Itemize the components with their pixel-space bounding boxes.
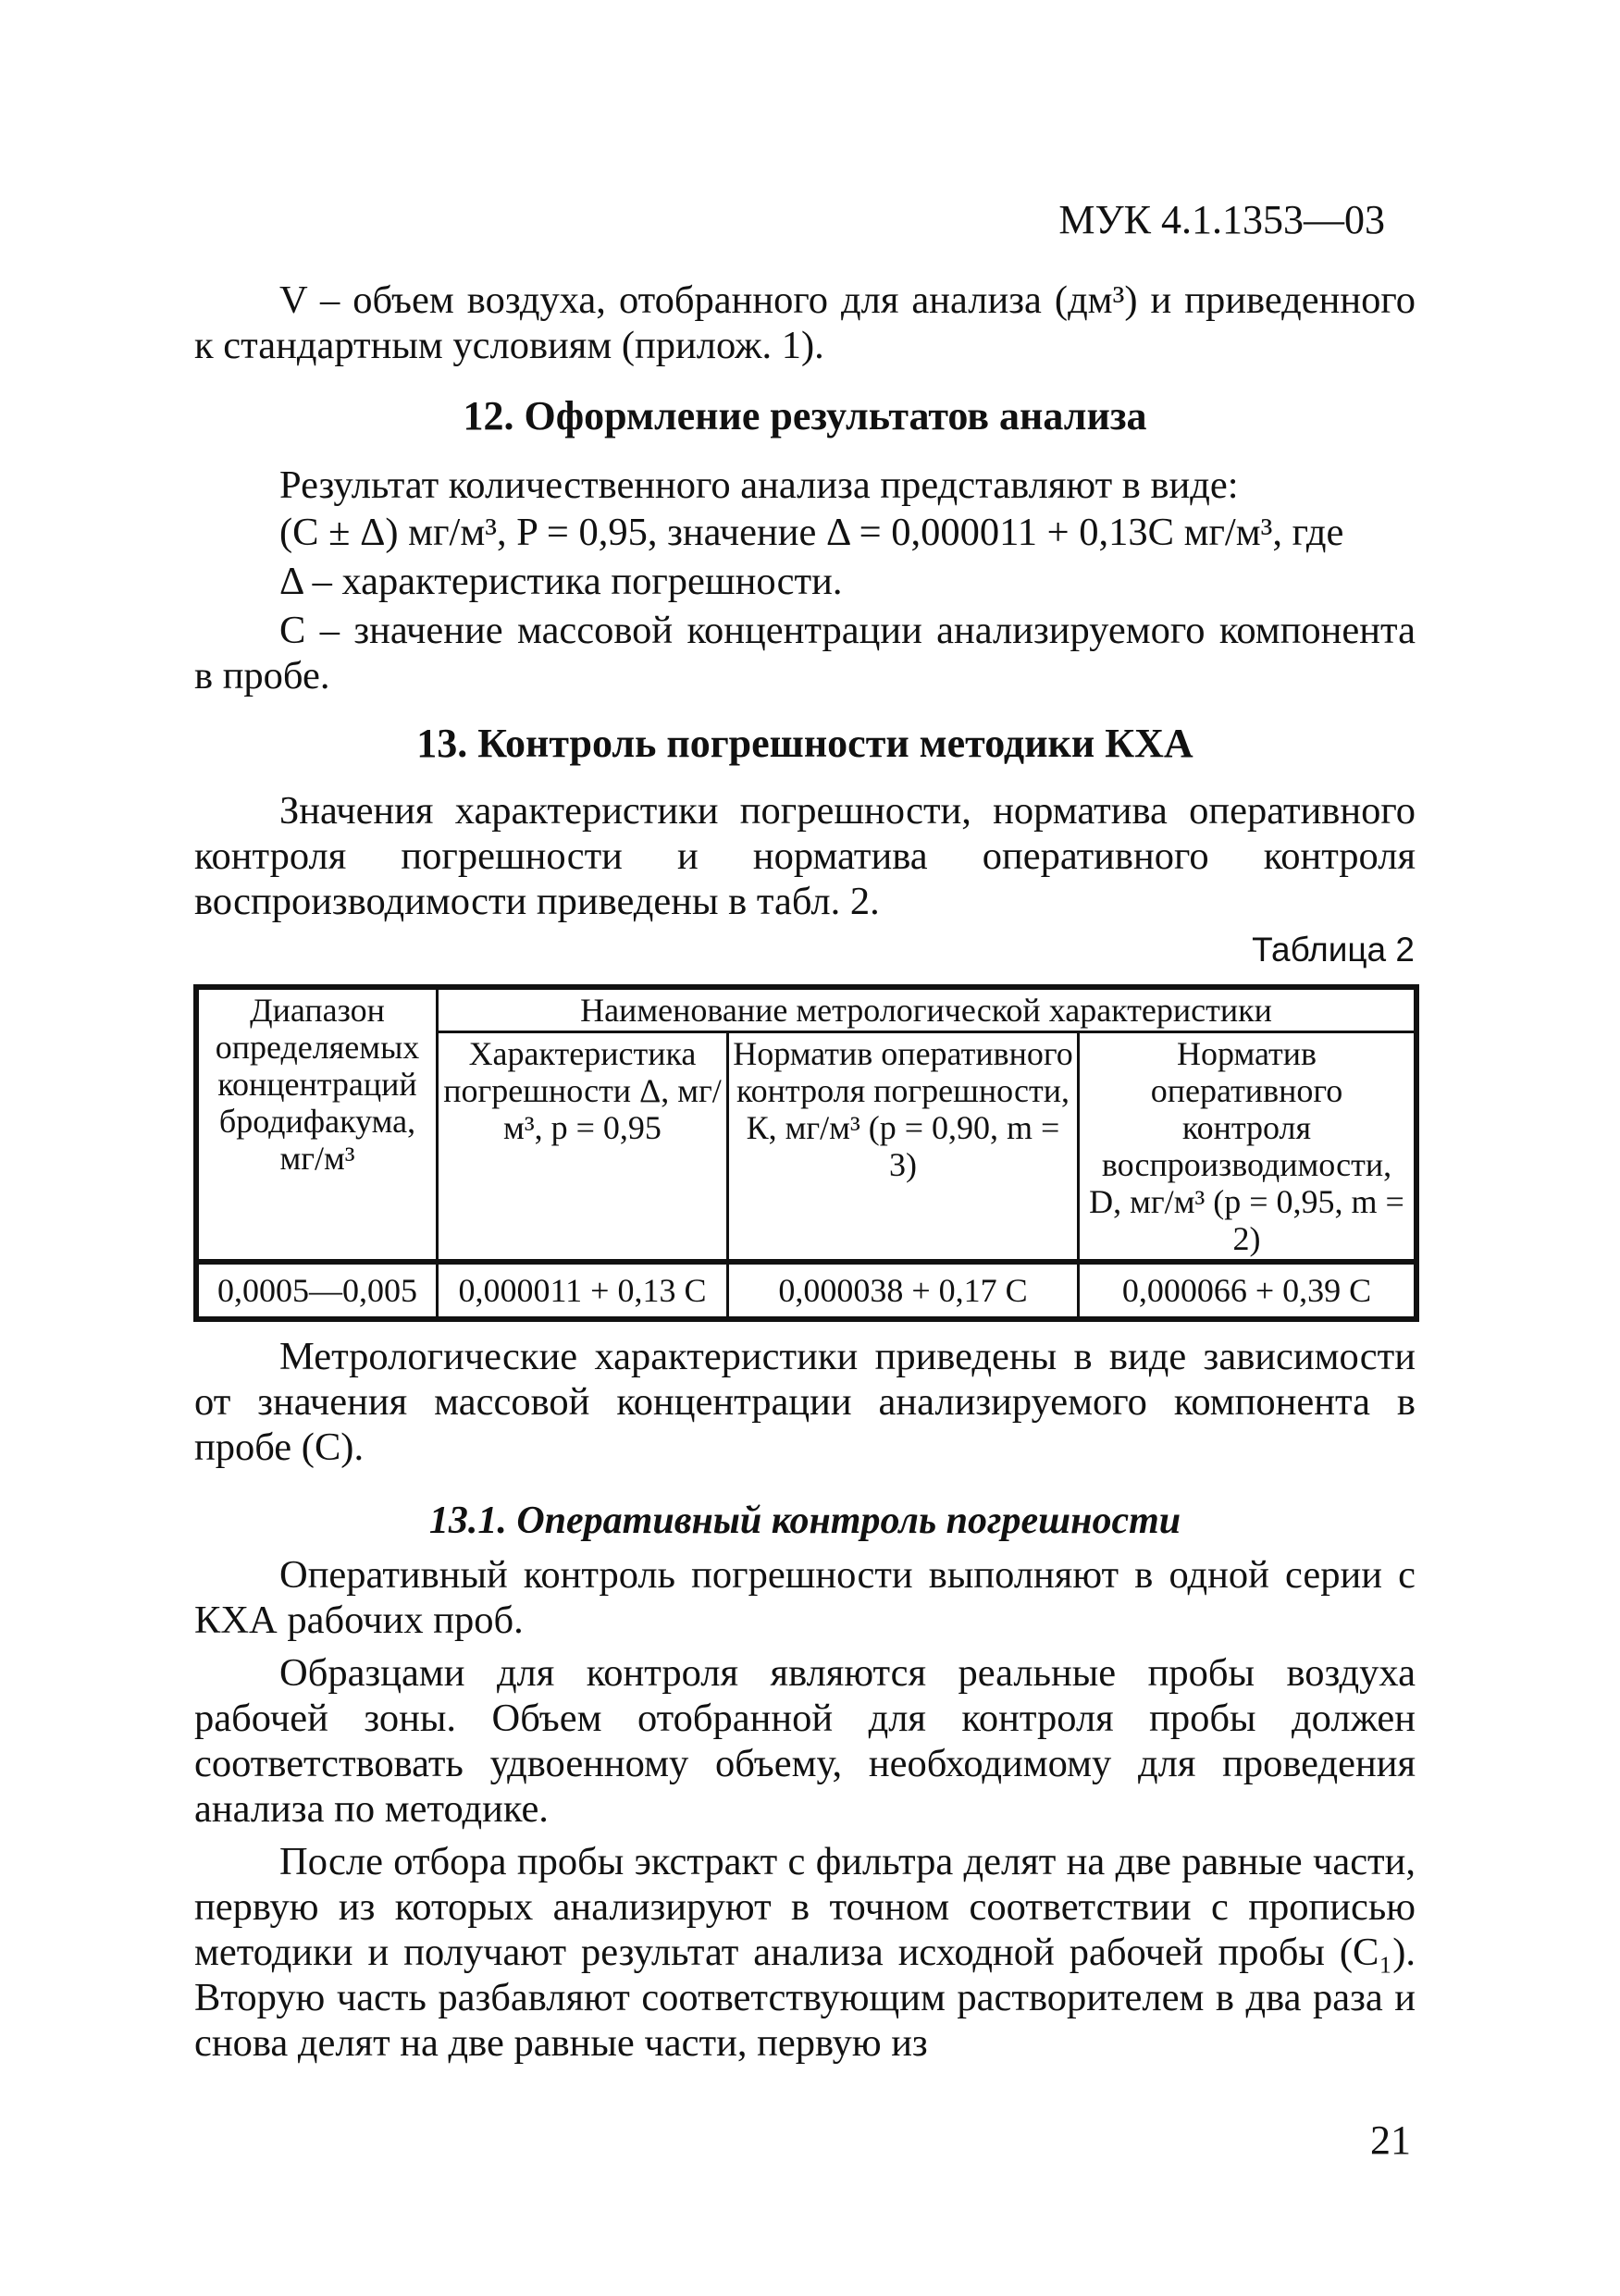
paragraph-1: Оперативный контроль погрешности выполняют в одной серии с КХА рабочих проб. <box>194 1553 1416 1642</box>
section-12-heading: 12. Оформление результатов анализа <box>463 393 1147 438</box>
cell-range: 0,0005—0,005 <box>196 1262 438 1319</box>
table-caption: Таблица 2 <box>1252 931 1415 969</box>
section-13-heading: 13. Контроль погрешности методики КХА <box>416 721 1193 766</box>
result-form-line: Результат количественного анализа представляют в виде: <box>279 463 1239 507</box>
col-delta-header: Характеристика погрешности Δ, мг/м³, р = 0,95 <box>438 1032 728 1263</box>
result-formula-line: (C ± Δ) мг/м³, P = 0,95, значение Δ = 0,000011 + 0,13C мг/м³, где <box>279 511 1344 554</box>
paragraph-volume-definition <box>194 278 1416 368</box>
group-header: Наименование метрологической характеристики <box>438 987 1417 1032</box>
col-k-header: Норматив оперативного контроля погрешности, К, мг/м³ (р = 0,90, m = 3) <box>728 1032 1079 1263</box>
cell-d: 0,000066 + 0,39 C <box>1079 1262 1417 1319</box>
c-definition: C – значение массовой концентрации анализируемого компонента в пробе. <box>194 609 1416 697</box>
section-13-1-body <box>194 1552 1416 2066</box>
section-12-body <box>194 463 1416 698</box>
paragraph-text: Метрологические характеристики приведены в виде зависимости от значения массовой концентрации анализируемого компонента в пробе (C). <box>194 1335 1416 1469</box>
paragraph-text: Значения характеристики погрешности, норматива оперативного контроля погрешности и норматива оперативного контроля воспроизводимости приведены в табл. 2. <box>194 789 1416 923</box>
col-range-header: Диапазон определяемых концентраций бродифакума, мг/м³ <box>196 987 438 1262</box>
document-code: МУК 4.1.1353—03 <box>1058 197 1385 242</box>
section-13-intro <box>194 788 1416 924</box>
cell-k: 0,000038 + 0,17 C <box>728 1262 1079 1319</box>
section-13-1-heading: 13.1. Оперативный контроль погрешности <box>428 1500 1181 1542</box>
paragraph-text: V – объем воздуха, отобранного для анализа (дм³) и приведенного к стандартным условиям (прилож. 1). <box>194 278 1416 367</box>
cell-delta: 0,000011 + 0,13 C <box>438 1262 728 1319</box>
delta-definition: Δ – характеристика погрешности. <box>279 560 843 603</box>
paragraph-3: После отбора пробы экстракт с фильтра делят на две равные части, первую из которых анализируют в точном соответствии с прописью методики и получают результат анализа исходной рабочей пробы (C₁). Вторую часть разбавляют соответствующим растворителем в два раза и снова делят на две равные части, первую из <box>194 1840 1416 2065</box>
page-number: 21 <box>1370 2117 1411 2163</box>
metrology-table <box>193 984 1419 1322</box>
col-d-header: Норматив оперативного контроля воспроизводимости, D, мг/м³ (р = 0,95, m = 2) <box>1079 1032 1417 1263</box>
paragraph-2: Образцами для контроля являются реальные пробы воздуха рабочей зоны. Объем отобранной для контроля пробы должен соответствовать удвоенному объему, необходимому для проведения анализа по методике. <box>194 1651 1416 1831</box>
after-table-paragraph <box>194 1334 1416 1470</box>
